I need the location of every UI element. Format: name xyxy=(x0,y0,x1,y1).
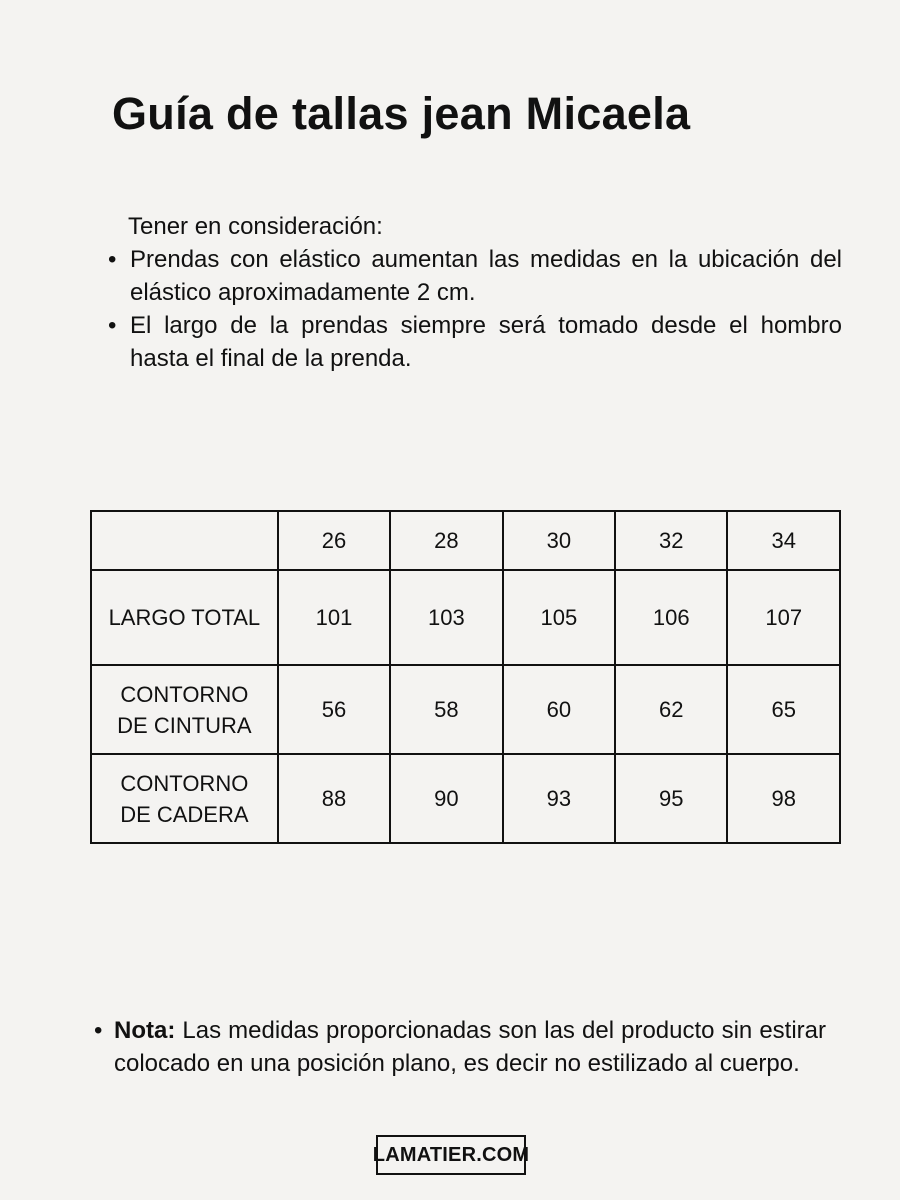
page-title: Guía de tallas jean Micaela xyxy=(112,88,691,139)
table-row xyxy=(91,665,840,754)
row-label-contorno-cadera xyxy=(91,754,278,843)
brand-logo: LAMATIER.COM xyxy=(376,1135,526,1175)
table-cell: 88 xyxy=(278,754,390,843)
table-cell: 98 xyxy=(727,754,840,843)
bullet-icon: • xyxy=(108,312,117,339)
row-label-line: DE CADERA xyxy=(120,801,249,827)
table-header-row xyxy=(91,511,840,570)
bullet-icon: • xyxy=(94,1017,103,1044)
size-chart-table xyxy=(90,510,841,844)
bullet-icon: • xyxy=(108,246,117,273)
table-cell: 106 xyxy=(615,570,727,665)
consideration-text: El largo de la prendas siempre será tomado desde el hombro hasta el final de la prenda. xyxy=(130,312,842,372)
table-cell: 90 xyxy=(390,754,502,843)
table-row xyxy=(91,570,840,665)
size-header-cell: 32 xyxy=(615,511,727,570)
table-cell: 105 xyxy=(503,570,615,665)
table-cell: 65 xyxy=(727,665,840,754)
note-label: Nota: xyxy=(114,1017,176,1044)
table-cell: 103 xyxy=(390,570,502,665)
table-row xyxy=(91,754,840,843)
note-bullet xyxy=(94,1014,826,1080)
table-cell: 62 xyxy=(615,665,727,754)
table-cell: 107 xyxy=(727,570,840,665)
row-label-contorno-cintura xyxy=(91,665,278,754)
considerations-section xyxy=(108,210,842,375)
table-cell: 60 xyxy=(503,665,615,754)
row-label-line: DE CINTURA xyxy=(117,712,252,738)
table-cell: 101 xyxy=(278,570,390,665)
note-body xyxy=(114,1014,826,1080)
row-label-line: CONTORNO xyxy=(120,681,249,707)
size-header-cell: 34 xyxy=(727,511,840,570)
table-cell: 56 xyxy=(278,665,390,754)
consideration-bullet-elastic xyxy=(108,243,842,309)
table-corner-cell xyxy=(91,511,278,570)
table-cell: 58 xyxy=(390,665,502,754)
size-header-cell: 26 xyxy=(278,511,390,570)
table-cell: 95 xyxy=(615,754,727,843)
note-section xyxy=(94,1014,826,1080)
size-header-cell: 30 xyxy=(503,511,615,570)
table-cell: 93 xyxy=(503,754,615,843)
consideration-bullet-length xyxy=(108,309,842,375)
considerations-heading: Tener en consideración: xyxy=(128,213,383,240)
size-header-cell: 28 xyxy=(390,511,502,570)
consideration-text: Prendas con elástico aumentan las medidas en la ubicación del elástico aproximadamente 2 cm. xyxy=(130,246,842,306)
note-text: Las medidas proporcionadas son las del producto sin estirar colocado en una posición plano, es decir no estilizado al cuerpo. xyxy=(114,1017,827,1077)
row-label-largo-total: LARGO TOTAL xyxy=(91,570,278,665)
row-label-line: CONTORNO xyxy=(120,770,249,796)
